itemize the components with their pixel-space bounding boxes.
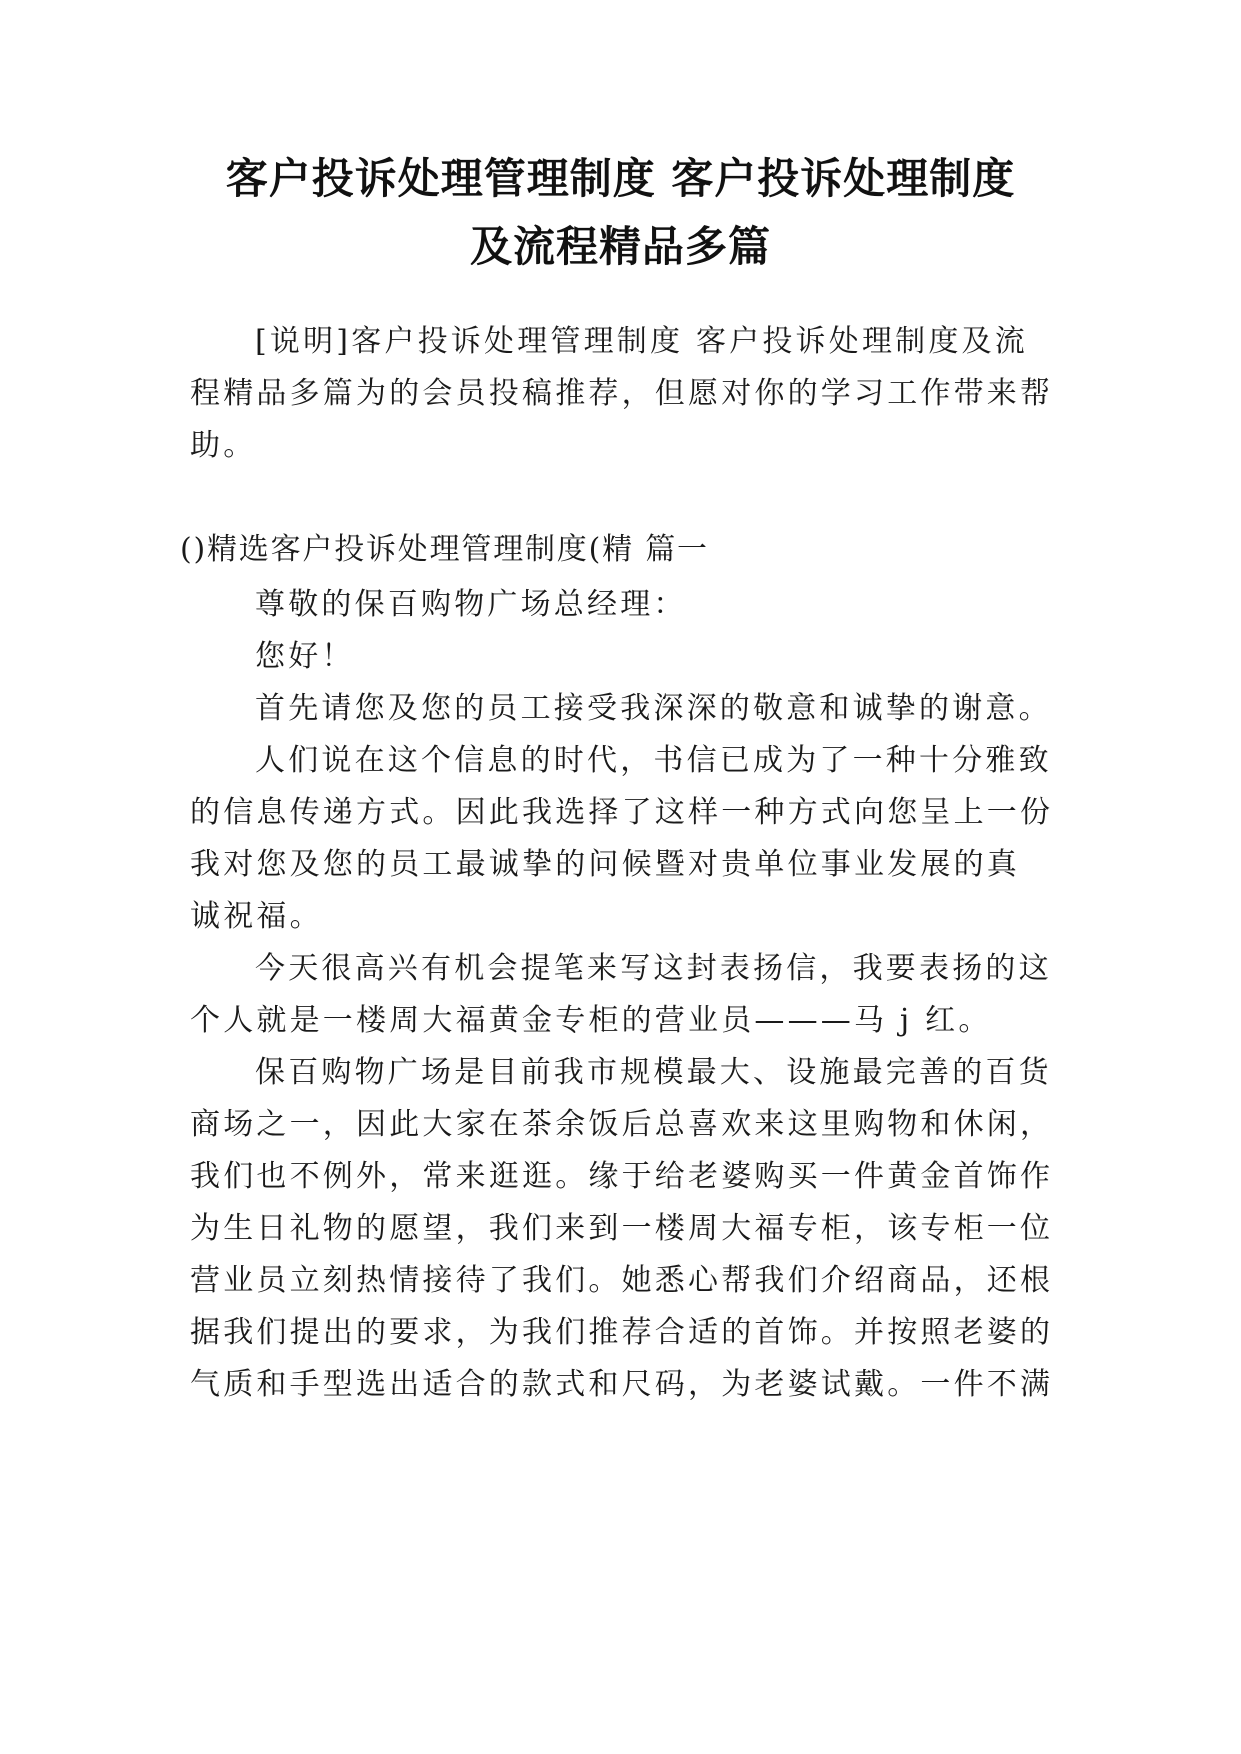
section-heading: ()精选客户投诉处理管理制度(精 篇一 <box>180 532 709 567</box>
paragraph-4-line-6: 据我们提出的要求，为我们推荐合适的首饰。并按照老婆的 <box>190 1315 1054 1350</box>
intro-line-1: [说明]客户投诉处理管理制度 客户投诉处理制度及流 <box>255 324 1028 359</box>
salutation: 尊敬的保百购物广场总经理： <box>255 587 687 622</box>
paragraph-4-line-1: 保百购物广场是目前我市规模最大、设施最完善的百货 <box>255 1055 1052 1090</box>
paragraph-3-line-1: 今天很高兴有机会提笔来写这封表扬信，我要表扬的这 <box>255 951 1052 986</box>
paragraph-2-line-1: 人们说在这个信息的时代，书信已成为了一种十分雅致 <box>255 743 1052 778</box>
intro-line-3: 助。 <box>190 428 257 463</box>
paragraph-4-line-7: 气质和手型选出适合的款式和尺码，为老婆试戴。一件不满 <box>190 1367 1054 1402</box>
paragraph-2-line-2: 的信息传递方式。因此我选择了这样一种方式向您呈上一份 <box>190 795 1054 830</box>
paragraph-4-line-2: 商场之一，因此大家在茶余饭后总喜欢来这里购物和休闲， <box>190 1107 1054 1142</box>
paragraph-4-line-4: 为生日礼物的愿望，我们来到一楼周大福专柜，该专柜一位 <box>190 1211 1054 1246</box>
paragraph-4-line-3: 我们也不例外，常来逛逛。缘于给老婆购买一件黄金首饰作 <box>190 1159 1054 1194</box>
paragraph-1: 首先请您及您的员工接受我深深的敬意和诚挚的谢意。 <box>255 691 1052 726</box>
paragraph-2-line-4: 诚祝福。 <box>190 899 323 934</box>
paragraph-4-line-5: 营业员立刻热情接待了我们。她悉心帮我们介绍商品，还根 <box>190 1263 1054 1298</box>
title-line-2: 及流程精品多篇 <box>469 222 771 271</box>
title-line-1: 客户投诉处理管理制度 客户投诉处理制度 <box>225 154 1016 203</box>
paragraph-2-line-3: 我对您及您的员工最诚挚的问候暨对贵单位事业发展的真 <box>190 847 1020 882</box>
intro-line-2: 程精品多篇为的会员投稿推荐，但愿对你的学习工作带来帮 <box>190 376 1054 411</box>
greeting: 您好！ <box>255 639 355 674</box>
paragraph-3-line-2: 个人就是一楼周大福黄金专柜的营业员———马 j 红。 <box>190 1003 992 1038</box>
